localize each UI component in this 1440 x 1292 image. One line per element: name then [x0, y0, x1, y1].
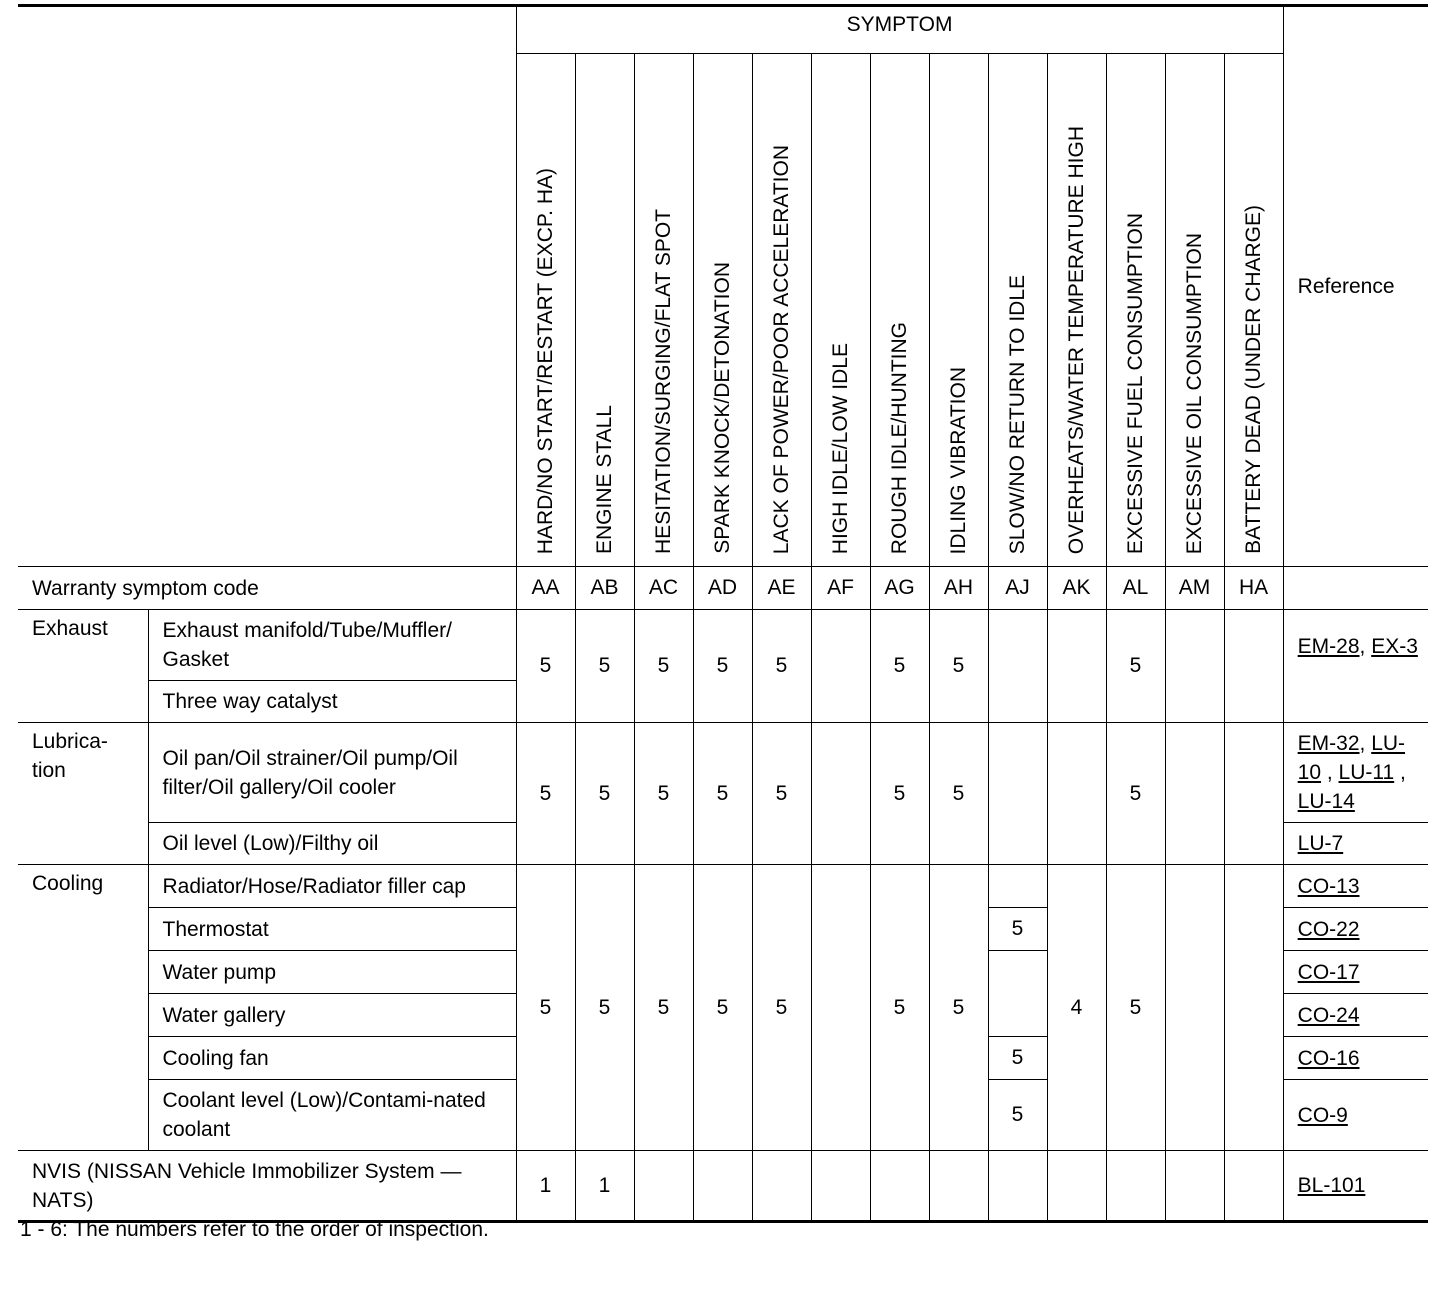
nvis-label: NVIS (NISSAN Vehicle Immobilizer System — NATS) [18, 1151, 516, 1222]
ref-link[interactable]: EM-28 [1297, 635, 1360, 658]
column-header: HIGH IDLE/LOW IDLE [811, 54, 870, 567]
column-header: IDLING VIBRATION [929, 54, 988, 567]
value-cell [988, 1151, 1047, 1222]
value-cell: 5 [929, 610, 988, 723]
slow-return-cell: 5 [988, 1037, 1047, 1080]
value-cell [811, 865, 870, 1151]
value-cell [929, 1151, 988, 1222]
value-cell: 5 [929, 865, 988, 1151]
warranty-code: AJ [988, 567, 1047, 610]
value-cell: 5 [516, 610, 575, 723]
value-cell: 5 [1106, 610, 1165, 723]
ref-separator: , [1394, 761, 1406, 784]
footnote: 1 - 6: The numbers refer to the order of inspection. [20, 1218, 489, 1241]
value-cell: 5 [870, 723, 929, 865]
value-cell [1224, 610, 1283, 723]
value-cell [1224, 865, 1283, 1151]
column-header: SLOW/NO RETURN TO IDLE [988, 54, 1047, 567]
value-cell: 5 [752, 610, 811, 723]
value-cell [693, 1151, 752, 1222]
warranty-code: AC [634, 567, 693, 610]
cooling-reference [1283, 1037, 1428, 1080]
warranty-code: AD [693, 567, 752, 610]
ref-link[interactable]: LU-14 [1297, 790, 1355, 813]
item-exhaust-manifold: Exhaust manifold/Tube/Muffler/ Gasket [148, 610, 516, 681]
value-cell [1165, 865, 1224, 1151]
warranty-code: AA [516, 567, 575, 610]
warranty-reference-empty [1283, 567, 1428, 610]
item-three-way-catalyst: Three way catalyst [148, 681, 516, 723]
item-water-gallery: Water gallery [148, 994, 516, 1037]
column-header: SPARK KNOCK/DETONATION [693, 54, 752, 567]
value-cell [988, 723, 1047, 865]
ref-separator: , [1359, 732, 1372, 755]
column-header: HARD/NO START/RESTART (EXCP. HA) [516, 54, 575, 567]
item-oil-pan: Oil pan/Oil strainer/Oil pump/Oil filter/Oil gallery/Oil cooler [148, 723, 516, 823]
value-cell [811, 1151, 870, 1222]
blank-corner-cell [18, 6, 516, 567]
value-cell: 5 [575, 865, 634, 1151]
ref-link[interactable]: CO-24 [1297, 1003, 1360, 1027]
value-cell: 5 [693, 723, 752, 865]
value-cell: 4 [1047, 865, 1106, 1151]
cooling-reference [1283, 951, 1428, 994]
slow-return-cell [988, 865, 1047, 908]
warranty-code: AM [1165, 567, 1224, 610]
value-cell [1165, 723, 1224, 865]
item-water-pump: Water pump [148, 951, 516, 994]
group-cooling: Cooling [18, 865, 148, 1151]
warranty-code: AE [752, 567, 811, 610]
column-header: LACK OF POWER/POOR ACCELERATION [752, 54, 811, 567]
exhaust-row-1 [18, 610, 1428, 681]
ref-separator: , [1321, 761, 1339, 784]
value-cell [1224, 1151, 1283, 1222]
value-cell: 5 [634, 610, 693, 723]
warranty-code-row [18, 567, 1428, 610]
exhaust-reference [1283, 610, 1428, 723]
value-cell [1165, 610, 1224, 723]
value-cell: 5 [752, 723, 811, 865]
value-cell [988, 610, 1047, 723]
item-coolant-level: Coolant level (Low)/Contami-nated coolant [148, 1080, 516, 1151]
reference-header: Reference [1283, 6, 1428, 567]
value-cell [811, 610, 870, 723]
warranty-code: AL [1106, 567, 1165, 610]
ref-link[interactable]: CO-13 [1297, 874, 1360, 898]
ref-link[interactable]: LU-10 [1297, 732, 1406, 784]
value-cell [752, 1151, 811, 1222]
column-header: BATTERY DEAD (UNDER CHARGE) [1224, 54, 1283, 567]
warranty-code: AK [1047, 567, 1106, 610]
value-cell: 5 [634, 865, 693, 1151]
value-cell [1047, 610, 1106, 723]
nvis-reference [1283, 1151, 1428, 1222]
symptom-header-row [18, 6, 1428, 54]
value-cell: 5 [634, 723, 693, 865]
value-cell [870, 1151, 929, 1222]
ref-link[interactable]: EX-3 [1371, 635, 1418, 658]
ref-separator: , [1359, 635, 1372, 658]
warranty-code: AG [870, 567, 929, 610]
item-radiator: Radiator/Hose/Radiator filler cap [148, 865, 516, 908]
slow-return-cell: 5 [988, 1080, 1047, 1151]
slow-return-cell: 5 [988, 908, 1047, 951]
cooling-reference [1283, 994, 1428, 1037]
item-thermostat: Thermostat [148, 908, 516, 951]
lubrication-reference-2 [1283, 823, 1428, 865]
cooling-row-1 [18, 865, 1428, 908]
symptom-header: SYMPTOM [516, 6, 1283, 54]
group-lubrication: Lubrica-tion [18, 723, 148, 865]
warranty-code: HA [1224, 567, 1283, 610]
lubrication-reference [1283, 723, 1428, 823]
lubrication-row-1 [18, 723, 1428, 823]
column-header: HESITATION/SURGING/FLAT SPOT [634, 54, 693, 567]
slow-return-cell [988, 951, 1047, 1037]
ref-link[interactable]: LU-11 [1338, 761, 1395, 784]
ref-link[interactable]: EM-32 [1297, 732, 1360, 755]
column-header: ROUGH IDLE/HUNTING [870, 54, 929, 567]
item-cooling-fan: Cooling fan [148, 1037, 516, 1080]
value-cell: 5 [693, 865, 752, 1151]
cooling-reference [1283, 908, 1428, 951]
warranty-code: AB [575, 567, 634, 610]
value-cell: 5 [752, 865, 811, 1151]
value-cell: 1 [516, 1151, 575, 1222]
value-cell [1165, 1151, 1224, 1222]
value-cell [634, 1151, 693, 1222]
ref-link[interactable]: LU-7 [1297, 832, 1344, 855]
value-cell [811, 723, 870, 865]
value-cell: 5 [693, 610, 752, 723]
value-cell: 5 [870, 610, 929, 723]
value-cell: 5 [1106, 723, 1165, 865]
value-cell: 5 [870, 865, 929, 1151]
value-cell: 5 [1106, 865, 1165, 1151]
nvis-row [18, 1151, 1428, 1222]
value-cell: 1 [575, 1151, 634, 1222]
ref-link[interactable]: CO-9 [1297, 1103, 1348, 1127]
value-cell: 5 [929, 723, 988, 865]
warranty-code: AF [811, 567, 870, 610]
value-cell [1047, 1151, 1106, 1222]
value-cell [1224, 723, 1283, 865]
ref-link[interactable]: CO-17 [1297, 960, 1360, 984]
cooling-reference [1283, 1080, 1428, 1151]
item-oil-level: Oil level (Low)/Filthy oil [148, 823, 516, 865]
warranty-code: AH [929, 567, 988, 610]
cooling-reference [1283, 865, 1428, 908]
ref-link[interactable]: CO-22 [1297, 917, 1360, 941]
column-header: EXCESSIVE FUEL CONSUMPTION [1106, 54, 1165, 567]
column-header: EXCESSIVE OIL CONSUMPTION [1165, 54, 1224, 567]
value-cell [1047, 723, 1106, 865]
ref-link[interactable]: CO-16 [1297, 1046, 1360, 1070]
value-cell: 5 [516, 865, 575, 1151]
ref-link[interactable]: BL-101 [1297, 1174, 1366, 1197]
column-header: OVERHEATS/WATER TEMPERATURE HIGH [1047, 54, 1106, 567]
symptom-table [18, 4, 1428, 1223]
group-exhaust: Exhaust [18, 610, 148, 723]
value-cell: 5 [575, 723, 634, 865]
column-header: ENGINE STALL [575, 54, 634, 567]
warranty-label: Warranty symptom code [18, 567, 516, 610]
value-cell: 5 [516, 723, 575, 865]
value-cell: 5 [575, 610, 634, 723]
value-cell [1106, 1151, 1165, 1222]
